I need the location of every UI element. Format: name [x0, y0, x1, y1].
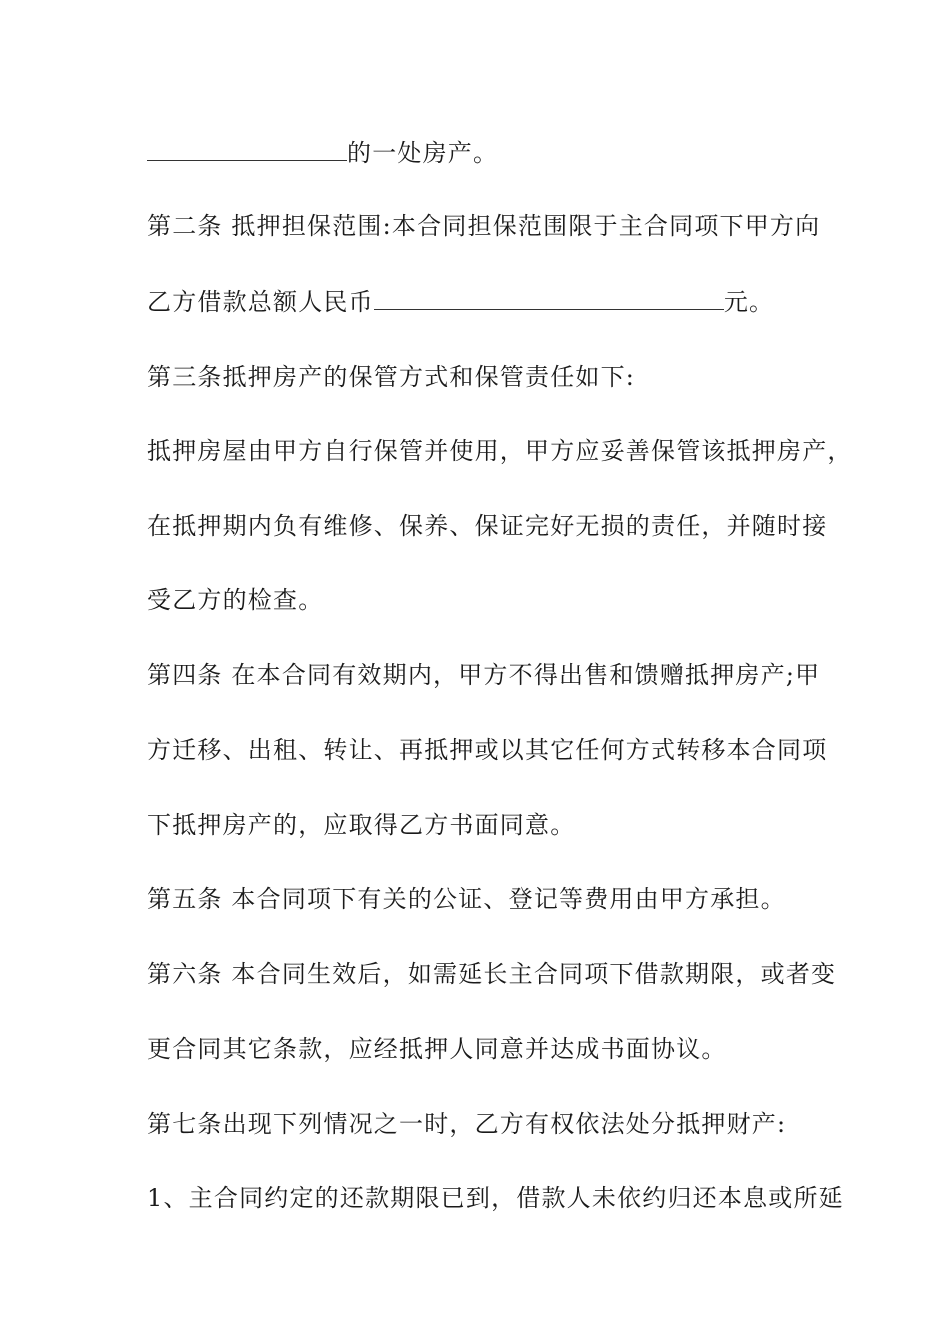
text-segment: 乙方借款总额人民币 — [147, 288, 374, 316]
text-segment: 的一处房产。 — [347, 139, 499, 167]
clause-3-heading: 第三条抵押房产的保管方式和保管责任如下: — [147, 363, 636, 391]
clause-5-line-1: 第五条 本合同项下有关的公证、登记等费用由甲方承担。 — [147, 885, 786, 913]
clause-3-line-3: 受乙方的检查。 — [147, 586, 324, 614]
text-segment: 元。 — [723, 288, 775, 316]
clause-6-line-1: 第六条 本合同生效后，如需延长主合同项下借款期限，或者变 — [147, 960, 837, 988]
clause-7-heading: 第七条出现下列情况之一时，乙方有权依法处分抵押财产: — [147, 1110, 787, 1138]
blank-loan-amount — [374, 287, 724, 310]
clause-4-line-2: 方迁移、出租、转让、再抵押或以其它任何方式转移本合同项 — [147, 736, 828, 764]
clause-3-line-2: 在抵押期内负有维修、保养、保证完好无损的责任，并随时接 — [147, 512, 828, 540]
clause-4-line-1: 第四条 在本合同有效期内，甲方不得出售和馈赠抵押房产;甲 — [147, 661, 821, 689]
clause-7-item-1: 1、主合同约定的还款期限已到，借款人未依约归还本息或所延 — [147, 1184, 844, 1212]
clause-4-line-3: 下抵押房产的，应取得乙方书面同意。 — [147, 811, 576, 839]
blank-property-address — [147, 138, 347, 161]
text-line-property-location — [147, 138, 827, 168]
clause-6-line-2: 更合同其它条款，应经抵押人同意并达成书面协议。 — [147, 1035, 727, 1063]
clause-3-line-1: 抵押房屋由甲方自行保管并使用，甲方应妥善保管该抵押房产， — [147, 437, 853, 465]
clause-2-line-2 — [147, 287, 827, 317]
clause-2-line-1: 第二条 抵押担保范围:本合同担保范围限于主合同项下甲方向 — [147, 212, 821, 240]
